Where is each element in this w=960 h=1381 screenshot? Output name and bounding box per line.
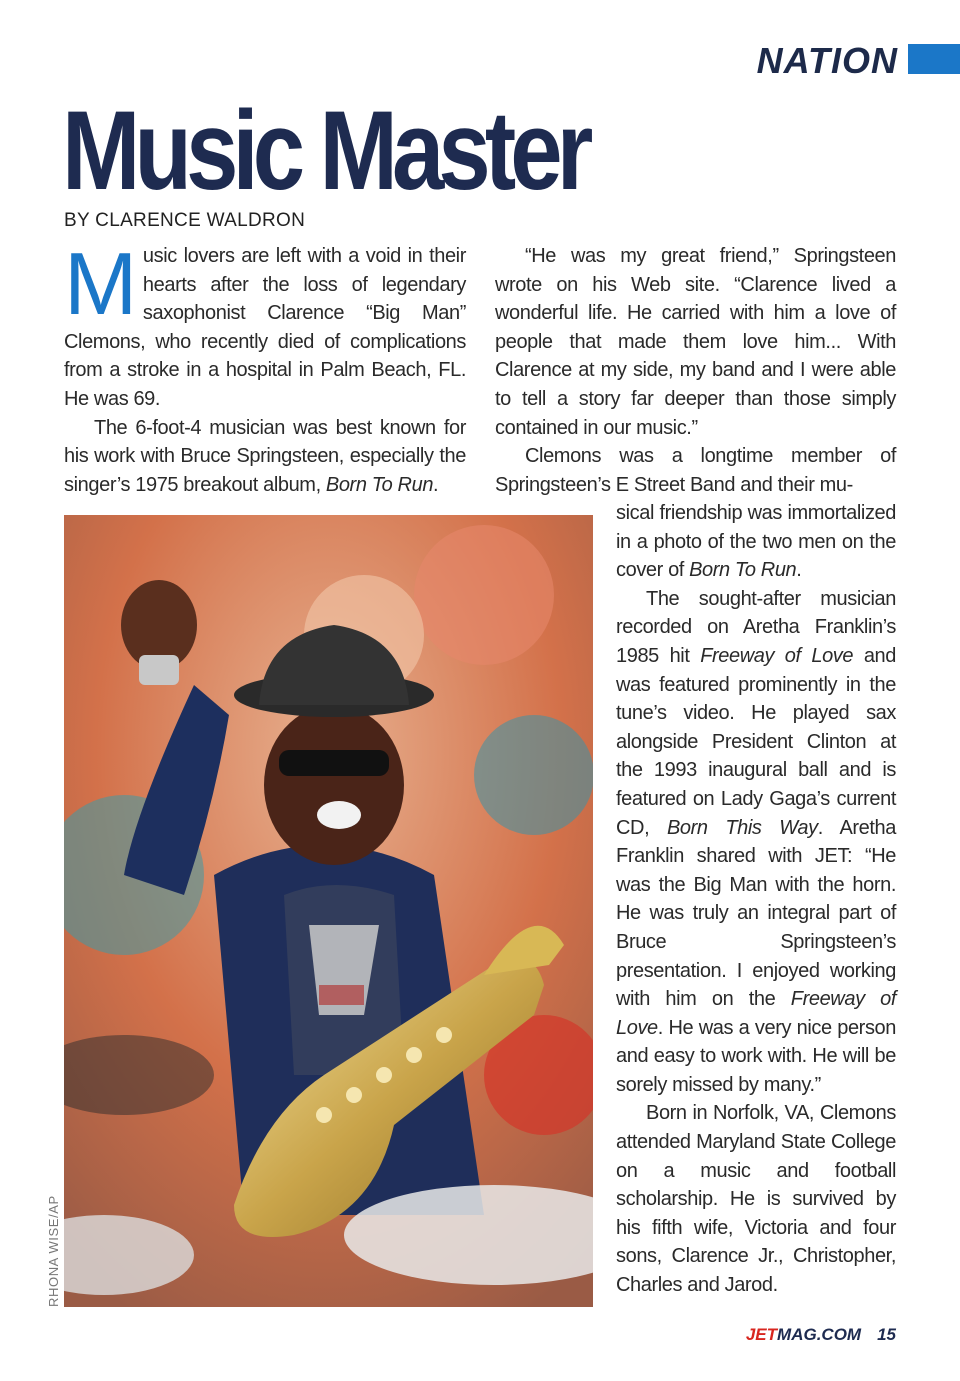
article-paragraph	[616, 585, 896, 1100]
article-column-right	[495, 242, 896, 499]
paragraph-text: usic lovers are left with a void in their hearts after the loss of legendary saxophonist Clarence “Big Man” Clemons, who recently died of complications from a stroke in a hospital in Palm Beach, FL. He was 69.	[64, 245, 466, 410]
byline: BY CLARENCE WALDRON	[64, 210, 306, 231]
site-domain: MAG.COM	[777, 1325, 862, 1344]
paragraph-text: .	[796, 559, 802, 582]
photo-credit: RHONA WISE/AP	[46, 1195, 61, 1307]
album-title: Born To Run	[689, 559, 797, 582]
article-paragraph: Born in Norfolk, VA, Clemons attended Maryland State College on a music and football scholarship. He is survived by his fifth wife, Victoria and four sons, Clarence Jr., Christopher, Charles and Jarod.	[616, 1102, 896, 1297]
paragraph-text: The sought-after musician recorded on Aretha Franklin’s 1985 hit	[616, 587, 896, 667]
song-title: Freeway of Love	[616, 988, 896, 1039]
article-paragraph	[64, 234, 466, 414]
drop-cap: M	[64, 234, 137, 333]
article-photo	[64, 515, 593, 1307]
article-paragraph: “He was my great friend,” Springsteen wrote on his Web site. “Clarence lived a wonderful life. He carried with him a love of people that made them love him... With Clarence at my side, my band and I were able to tell a story far deeper than those simply contained in our music.”	[495, 245, 896, 439]
article-paragraph: Clemons was a longtime member of Springsteen’s E Street Band and their mu-	[495, 445, 896, 496]
site-brand: JET	[745, 1325, 778, 1344]
page-number: 15	[877, 1325, 896, 1344]
album-title: Born To Run	[325, 473, 434, 496]
article-column-narrow	[616, 499, 896, 1300]
article-paragraph	[64, 414, 466, 500]
page-footer	[746, 1325, 896, 1345]
section-color-bar	[908, 44, 960, 74]
article-paragraph	[616, 499, 896, 585]
paragraph-text: sical friendship was immortalized in a photo of the two men on the cover of	[616, 502, 896, 582]
paragraph-text: and was featured prominently in the tune’s video. He played sax alongside President Clinton at the 1993 inaugural ball and is featured on Lady Gaga’s current CD,	[616, 644, 896, 839]
song-title: Freeway of Love	[700, 644, 854, 667]
saxophonist-photo-illustration	[64, 515, 593, 1307]
paragraph-text: .	[433, 473, 439, 496]
paragraph-text: . He was a very nice person and easy to work with. He will be sorely missed by many.”	[616, 1016, 896, 1096]
section-label: NATION	[756, 40, 898, 81]
paragraph-text: . Aretha Franklin shared with JET: “He was the Big Man with the horn. He was truly an integral part of Bruce Springsteen’s presentation. I enjoyed working with him on the	[616, 816, 896, 1011]
article-column-left	[64, 234, 466, 499]
headline: Music Master	[62, 88, 588, 213]
album-title: Born This Way	[666, 816, 818, 839]
paragraph-text: The 6-foot-4 musician was best known for his work with Bruce Springsteen, especially the singer’s 1975 breakout album,	[64, 416, 466, 496]
